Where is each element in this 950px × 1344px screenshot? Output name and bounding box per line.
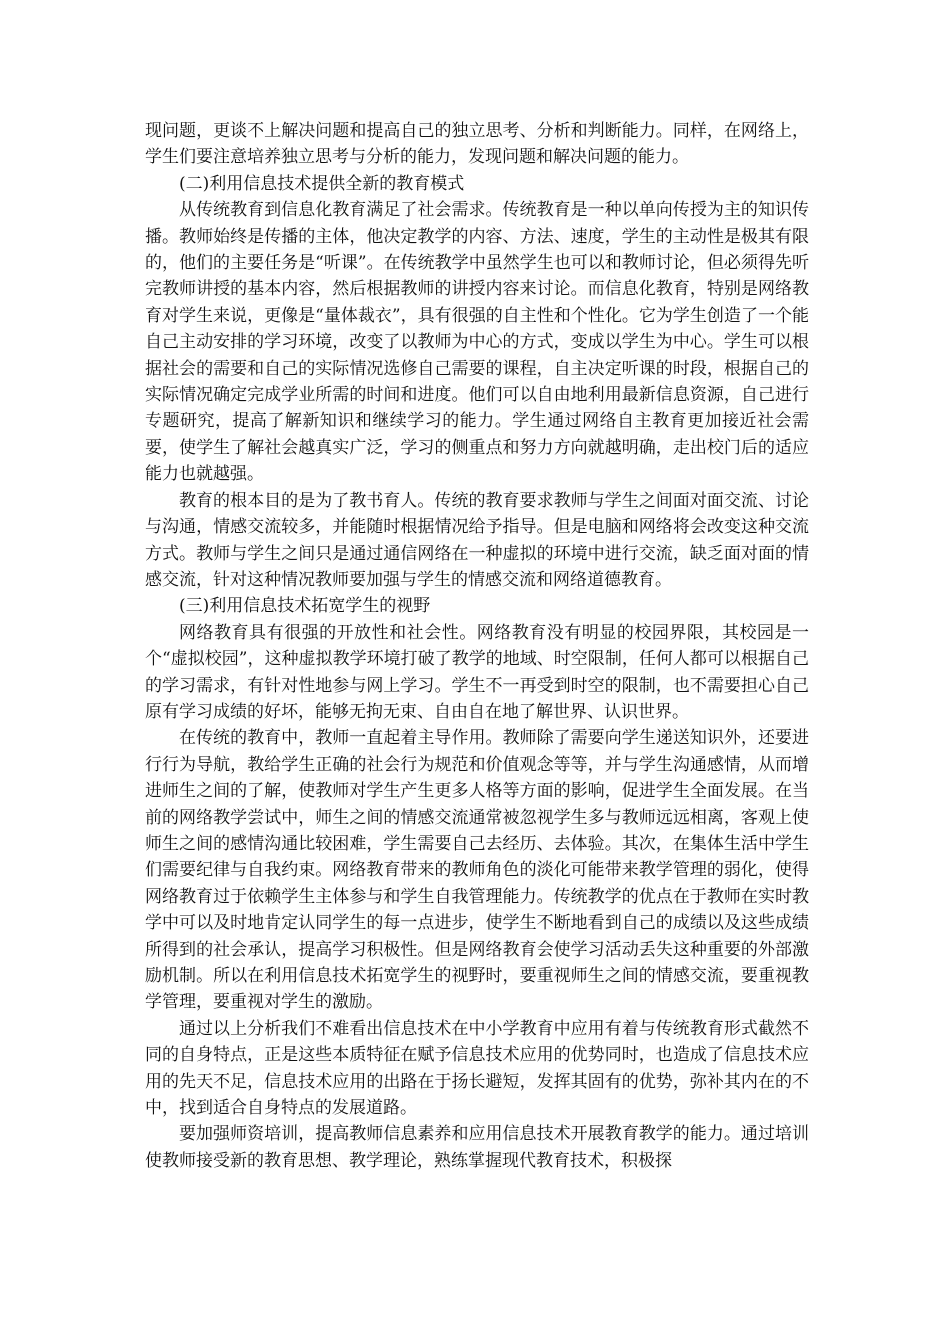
- document-page: [145, 118, 809, 1174]
- paragraph: 教育的根本目的是为了教书育人。传统的教育要求教师与学生之间面对面交流、讨论与沟通，情感交流较多，并能随时根据情况给予指导。但是电脑和网络将会改变这种交流方式。教师与学生之间只是通过通信网络在一种虚拟的环境中进行交流，缺乏面对面的情感交流，针对这种情况教师要加强与学生的情感交流和网络道德教育。: [145, 490, 809, 590]
- paragraph: 通过以上分析我们不难看出信息技术在中小学教育中应用有着与传统教育形式截然不同的自身特点，正是这些本质特征在赋予信息技术应用的优势同时，也造成了信息技术应用的先天不足，信息技术应用的出路在于扬长避短，发挥其固有的优势，弥补其内在的不中，找到适合自身特点的发展道路。: [145, 1018, 809, 1119]
- paragraph-continuation: 现问题，更谈不上解决问题和提高自己的独立思考、分析和判断能力。同样，在网络上，学生们要注意培养独立思考与分析的能力，发现问题和解决问题的能力。: [145, 121, 809, 168]
- section-heading-2: (二)利用信息技术提供全新的教育模式: [179, 173, 465, 194]
- section-heading-3: (三)利用信息技术拓宽学生的视野: [179, 596, 431, 617]
- paragraph: 要加强师资培训，提高教师信息素养和应用信息技术开展教育教学的能力。通过培训使教师接受新的教育思想、教学理论，熟练掌握现代教育技术，积极探: [145, 1124, 809, 1171]
- paragraph: 网络教育具有很强的开放性和社会性。网络教育没有明显的校园界限，其校园是一个“虚拟校园”，这种虚拟教学环境打破了教学的地域、时空限制，任何人都可以根据自己的学习需求，有针对性地参与网上学习。学生不一再受到时空的限制，也不需要担心自己原有学习成绩的好坏，能够无拘无束、自由自在地了解世界、认识世界。: [145, 622, 809, 722]
- paragraph: 在传统的教育中，教师一直起着主导作用。教师除了需要向学生递送知识外，还要进行行为导航，教给学生正确的社会行为规范和价值观念等等，并与学生沟通感情，从而增进师生之间的了解，使教师对学生产生更多人格等方面的影响，促进学生全面发展。在当前的网络教学尝试中，师生之间的情感交流通常被忽视学生多与教师远远相离，客观上使师生之间的感情沟通比较困难，学生需要自己去经历、去体验。其次，在集体生活中学生们需要纪律与自我约束。网络教育带来的教师角色的淡化可能带来教学管理的弱化，使得网络教育过于依赖学生主体参与和学生自我管理能力。传统教学的优点在于教师在实时教学中可以及时地肯定认同学生的每一点进步，使学生不断地看到自己的成绩以及这些成绩所得到的社会承认，提高学习积极性。但是网络教育会使学习活动丢失这种重要的外部激励机制。所以在利用信息技术拓宽学生的视野时，要重视师生之间的情感交流，要重视教学管理，要重视对学生的激励。: [145, 728, 809, 1013]
- paragraph: 从传统教育到信息化教育满足了社会需求。传统教育是一种以单向传授为主的知识传播。教师始终是传播的主体，他决定教学的内容、方法、速度，学生的主动性是极其有限的，他们的主要任务是“听课”。在传统教学中虽然学生也可以和教师讨论，但必须得先听完教师讲授的基本内容，然后根据教师的讲授内容来讨论。而信息化教育，特别是网络教育对学生来说，更像是“量体裁衣”，具有很强的自主性和个性化。它为学生创造了一个能自己主动安排的学习环境，改变了以教师为中心的方式，变成以学生为中心。学生可以根据社会的需要和自己的实际情况选修自己需要的课程，自主决定听课的时段，根据自己的实际情况确定完成学业所需的时间和进度。他们可以自由地利用最新信息资源，自己进行专题研究，提高了解新知识和继续学习的能力。学生通过网络自主教育更加接近社会需要，使学生了解社会越真实广泛，学习的侧重点和努力方向就越明确，走出校门后的适应能力也就越强。: [145, 200, 809, 485]
